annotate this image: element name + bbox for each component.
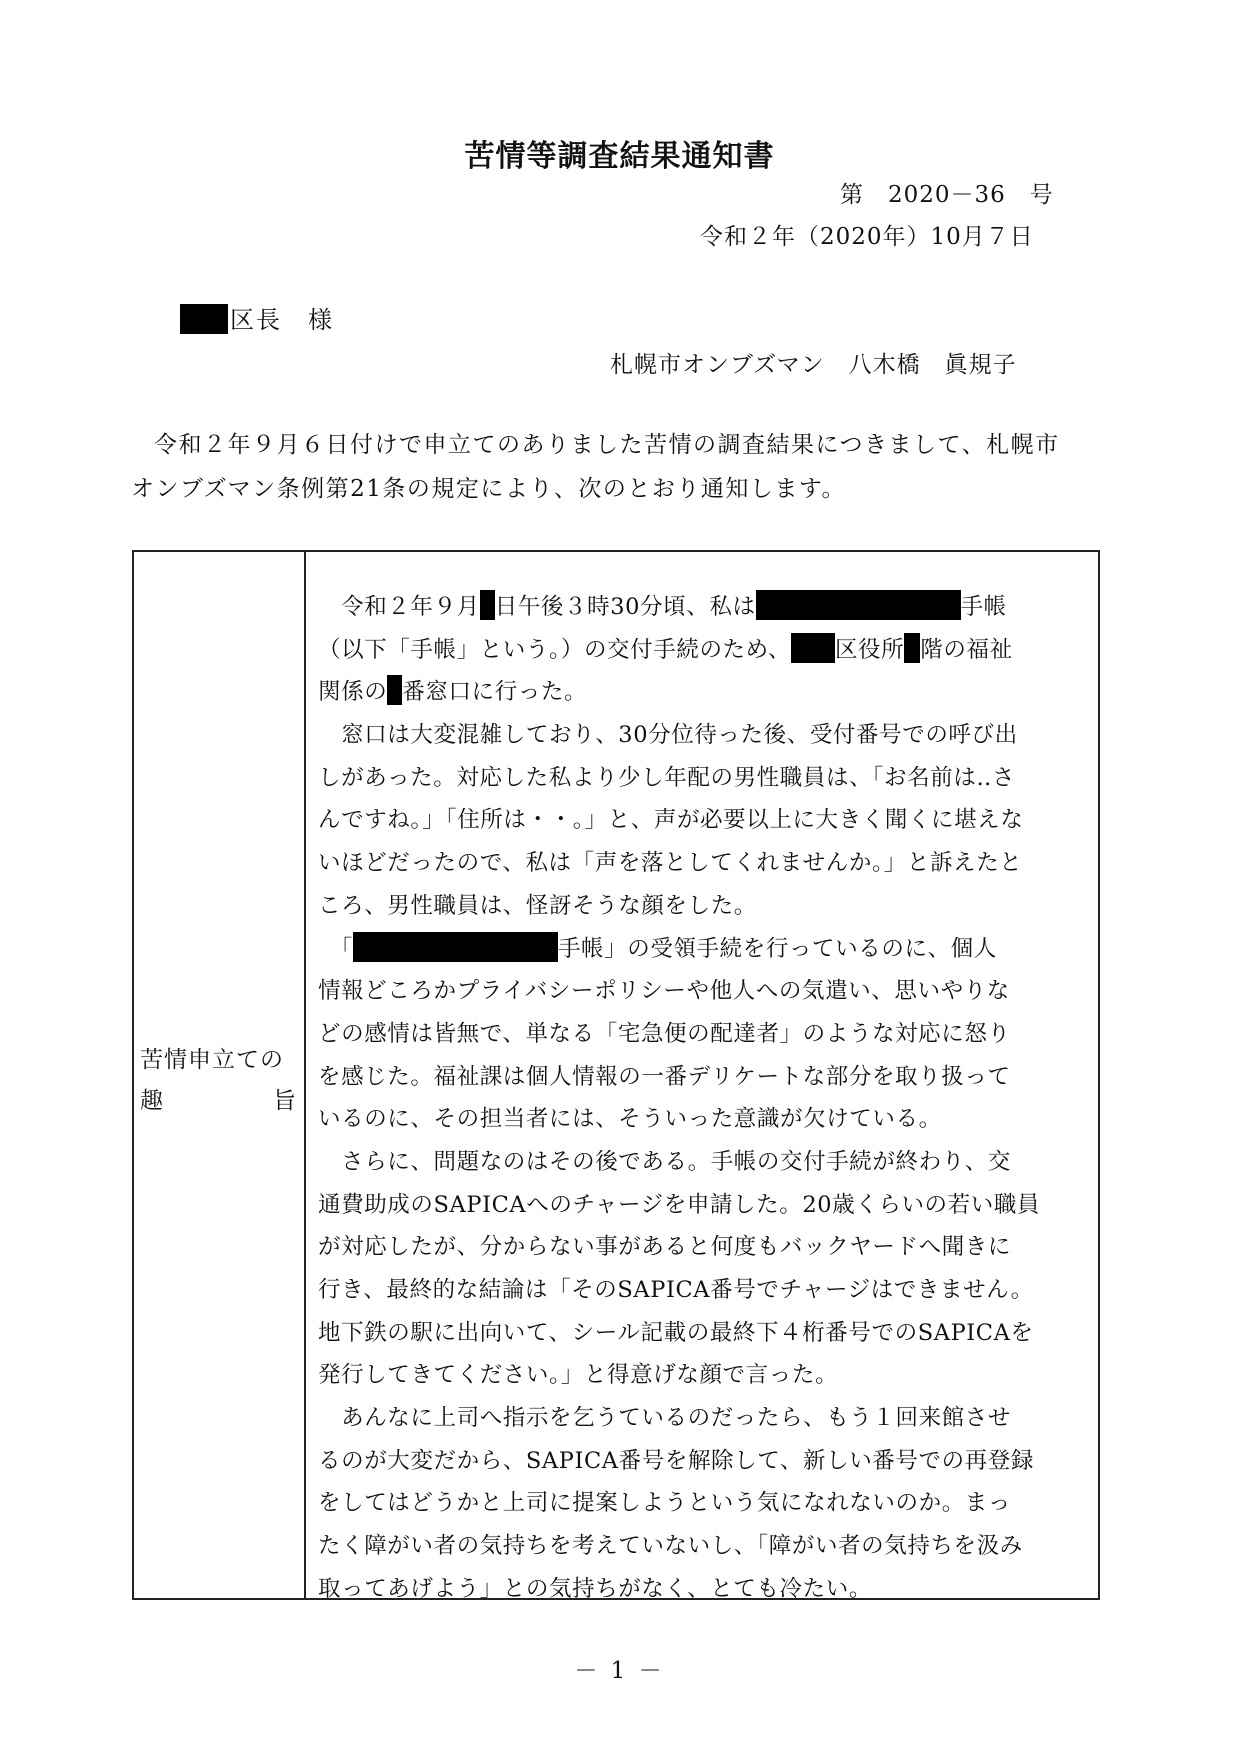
label-char: 趣 [140,1088,163,1114]
content-line: たく障がい者の気持ちを考えていないし、「障がい者の気持ちを汲み [318,1533,1023,1560]
label-text [140,1082,296,1115]
content-line: んですね。」「住所は・・。」と、声が必要以上に大きく聞くに堪えな [318,807,1024,834]
content-line: 地下鉄の駅に出向いて、シール記載の最終下４桁番号でのSAPICAを [318,1319,1034,1346]
document-number: 第 2020－36 号 [840,182,1054,208]
redaction-block [756,590,961,620]
content-line: 令和２年９月 日午後３時30分頃、私は 手帳 [318,586,1100,629]
addressee-text: 区長 様 [230,306,334,334]
content-line: を感じた。福祉課は個人情報の一番デリケートな部分を取り扱って [318,1063,1011,1090]
redaction-block [180,304,228,334]
content-line: をしてはどうかと上司に提案しようという気になれないのか。まっ [318,1490,1012,1517]
redaction-block [480,590,495,620]
content-line: 窓口は大変混雑しており、30分位待った後、受付番号での呼び出 [318,722,1018,749]
addressee [180,300,334,335]
table-label-cell [134,552,304,1598]
content-line: 「 手帳」の受領手続を行っているのに、個人 [318,928,1100,971]
content-line: 通費助成のSAPICAへのチャージを申請した。20歳くらいの若い職員 [318,1191,1041,1218]
content-line: しがあった。対応した私より少し年配の男性職員は、「お名前は‥さ [318,764,1016,791]
intro-paragraph [131,423,1111,511]
redaction-block [387,675,402,705]
content-line: （以下「手帳」という。）の交付手続のため、 区役所 階の福祉 [318,629,1100,672]
label-text: 苦情申立ての [140,1047,284,1073]
table-divider [304,552,306,1598]
table-content-cell [318,586,1100,1611]
content-line: いるのに、その担当者には、そういった意識が欠けている。 [318,1106,942,1133]
content-line: どの感情は皆無で、単なる「宅急便の配達者」のような対応に怒り [318,1020,1011,1047]
redaction-block [353,932,558,962]
document-title: 苦情等調査結果通知書 [464,139,775,174]
content-line: さらに、問題なのはその後である。手帳の交付手続が終わり、交 [318,1148,1012,1175]
content-line: 発行してきてください。」と得意げな顔で言った。 [318,1362,839,1389]
content-line: 取ってあげよう」との気持ちがなく、とても冷たい。 [318,1575,872,1602]
content-line: あんなに上司へ指示を乞うているのだったら、もう１回来館させ [318,1405,1012,1432]
intro-line: オンブズマン条例第21条の規定により、次のとおり通知します。 [131,476,847,502]
page-number: － 1 － [574,1658,665,1684]
label-char: 旨 [273,1088,296,1114]
complaint-table [132,550,1100,1600]
document-date: 令和２年（2020年）10月７日 [700,224,1034,250]
content-line: 情報どころかプライバシーポリシーや他人への気遣い、思いやりな [318,978,1010,1005]
content-line: いほどだったので、私は「声を落としてくれませんか。」と訴えたと [318,850,1023,877]
content-line: 関係の 番窓口に行った。 [318,671,1100,714]
content-line: るのが大変だから、SAPICA番号を解除して、新しい番号での再登録 [318,1447,1035,1474]
content-line: ころ、男性職員は、怪訝そうな顔をした。 [318,892,757,919]
redaction-block [904,633,920,663]
sender: 札幌市オンブズマン 八木橋 眞規子 [610,352,1017,378]
content-line: が対応したが、分からない事があると何度もバックヤードへ聞きに [318,1234,1012,1261]
content-line: 行き、最終的な結論は「そのSAPICA番号でチャージはできません。 [318,1277,1034,1303]
intro-line: 令和２年９月６日付けで申立てのありました苦情の調査結果につきまして、札幌市 [154,432,1060,458]
redaction-block [791,633,835,663]
